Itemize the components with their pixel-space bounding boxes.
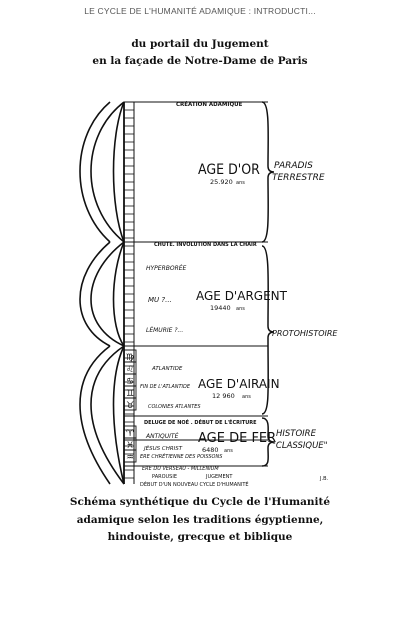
zodiac-sign: ♋: [125, 377, 135, 387]
zodiac-sign: ♍: [125, 353, 135, 363]
zodiac-sign: ♉: [125, 401, 135, 411]
era-hyperboree: HYPERBORÉE: [146, 265, 187, 272]
bottom-caption-line-2: adamique selon les traditions égyptienne,: [76, 513, 324, 526]
era-chretienne: ERE CHRÉTIENNE DES POISSONS: [140, 454, 223, 460]
age-or-title: AGE D'OR: [198, 162, 260, 178]
era-atlantide: ATLANTIDE: [152, 366, 183, 372]
top-caption: [0, 36, 400, 70]
bracket-paradis-line-1: PARADIS: [274, 161, 313, 171]
bottom-caption-line-1: Schéma synthétique du Cycle de l'Humanité: [69, 496, 331, 508]
era-antiquite: ANTIQUITÉ: [146, 433, 179, 440]
age-airain-title: AGE D'AIRAIN: [198, 377, 280, 391]
era-lemurie: LÉMURIE ?...: [146, 327, 184, 334]
era-dividers: [124, 102, 268, 466]
age-fer-unit: ans: [224, 448, 233, 454]
age-or-unit: ans: [236, 180, 245, 186]
artist-signature: J.B.: [320, 476, 329, 482]
bracket-paradis-line-2: TERRESTRE: [272, 173, 325, 183]
age-or-years: 25.920: [210, 178, 233, 186]
age-airain-unit: ans: [242, 394, 251, 400]
creation-label: CRÉATION ADAMIQUE: [176, 102, 243, 108]
bottom-caption-line-3: hindouiste, grecque et biblique: [107, 531, 293, 543]
era-jesus: JÉSUS CHRIST: [144, 446, 183, 452]
running-header: LE CYCLE DE L'HUMANITÉ ADAMIQUE : INTRODUCTI...: [84, 6, 316, 16]
age-argent-title: AGE D'ARGENT: [196, 289, 287, 303]
bottom-caption: [0, 494, 400, 547]
era-colonies: COLONIES ATLANTES: [148, 404, 201, 410]
diagram-svg: [70, 96, 340, 488]
era-fin-atlantide: FIN DE L'ATLANTIDE: [140, 384, 191, 390]
era-parousie: PAROUSIE: [152, 474, 177, 480]
era-jugement: JUGEMENT: [206, 474, 233, 480]
top-caption-line-1: du portail du Jugement: [131, 38, 269, 50]
era-verseau: ERE DU VERSEAU - MILLENIUM: [142, 466, 219, 472]
era-braces: [262, 102, 274, 466]
zodiac-sign: ♒: [125, 453, 135, 463]
top-caption-line-2: en la façade de Notre-Dame de Paris: [92, 55, 308, 67]
zodiac-sign: ♓: [125, 441, 135, 451]
age-argent-unit: ans: [236, 306, 245, 312]
age-airain-years: 12 960: [212, 392, 235, 400]
helix-strands: [80, 102, 124, 484]
time-scale: [124, 102, 134, 484]
era-mu: MU ?...: [148, 296, 172, 304]
zodiac-sign: ♌: [125, 365, 135, 375]
age-fer-years: 6480: [202, 446, 219, 454]
bracket-protohistoire: PROTOHISTOIRE: [272, 329, 338, 338]
age-argent-years: 19440: [210, 304, 231, 312]
bracket-histoire-line-2: "CLASSIQUE": [272, 441, 328, 451]
deluge-label: DELUGE DE NOÉ . DÉBUT DE L'ÉCRITURE: [144, 420, 257, 426]
humanity-cycle-diagram: [70, 96, 340, 488]
age-fer-title: AGE DE FER: [198, 431, 277, 446]
zodiac-sign: ♊: [125, 389, 135, 399]
chute-label: CHUTE. INVOLUTION DANS LA CHAIR: [154, 242, 257, 248]
era-nouveau-cycle: DÉBUT D'UN NOUVEAU CYCLE D'HUMANITÉ: [140, 482, 249, 488]
bracket-histoire-line-1: HISTOIRE: [276, 429, 316, 439]
zodiac-sign: ♈: [125, 429, 135, 439]
